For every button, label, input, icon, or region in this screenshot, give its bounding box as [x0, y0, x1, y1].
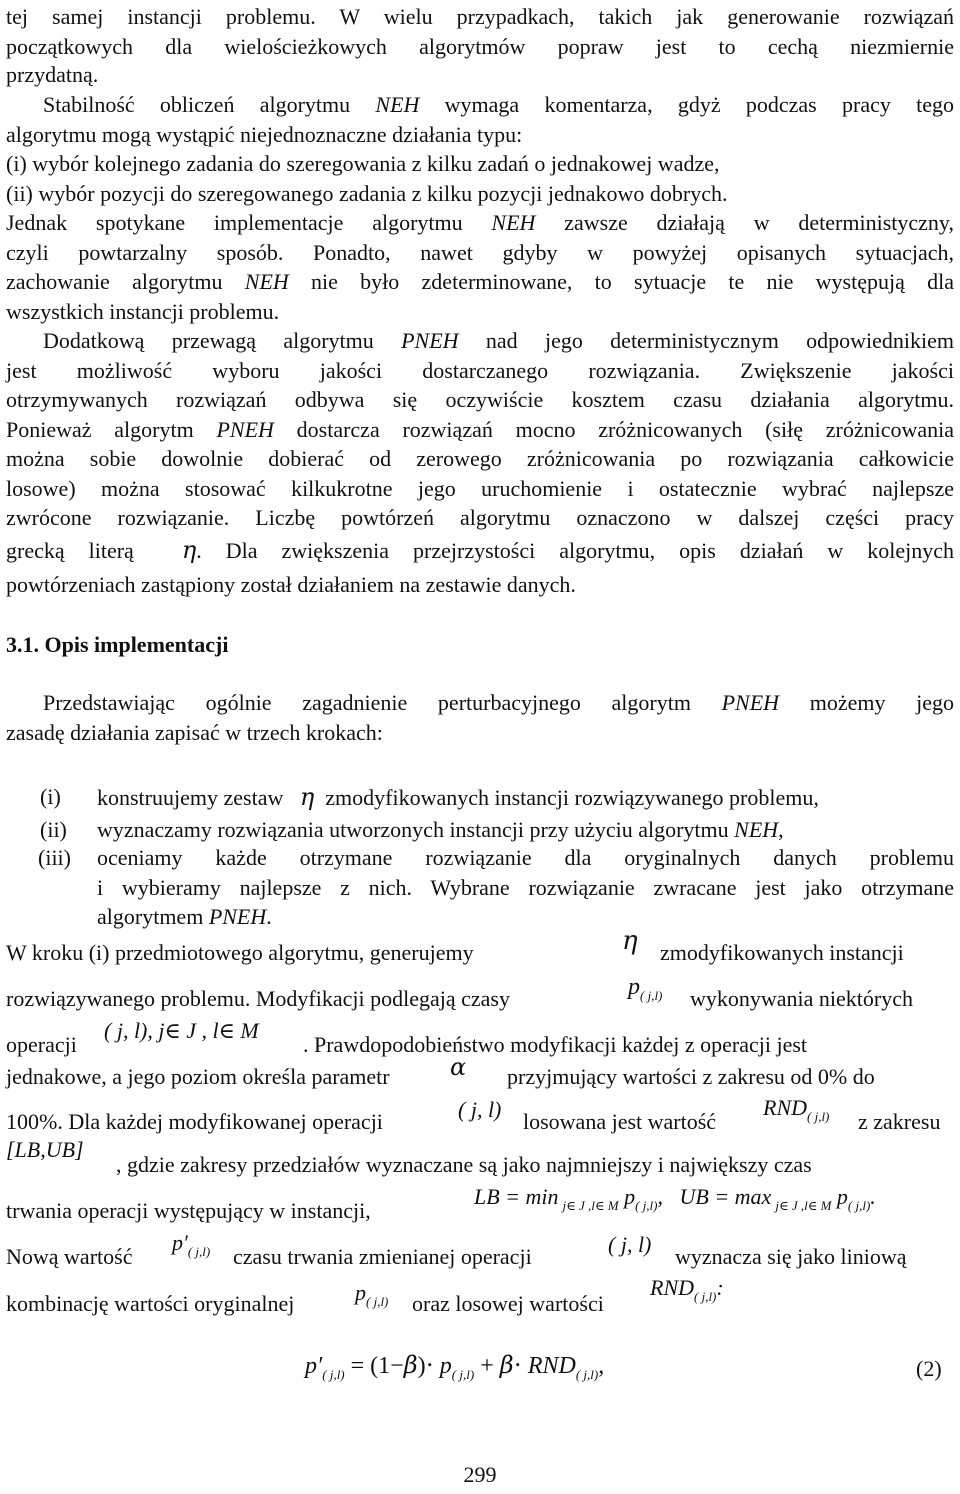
math-text: ⋅	[513, 1353, 522, 1379]
text-span: z zakresu	[858, 1109, 941, 1134]
math-expression: [LB,UB]	[6, 1137, 84, 1162]
math-text: ,	[598, 1353, 605, 1379]
list-item	[0, 845, 960, 935]
text-span: nie było zdeterminowane, to sytuacje te nie występują dla	[288, 269, 954, 294]
text-span: , gdzie zakresy przedziałów wyznaczane są jako najmniejszy i największy czas	[116, 1152, 812, 1177]
math-text: = (1−	[350, 1353, 404, 1379]
text-span: konstruujemy zestaw	[97, 785, 289, 810]
text-span: losowana jest wartość	[523, 1109, 717, 1134]
text-line	[6, 92, 954, 118]
text-line: losowe) można stosować kilkukrotne jego uruchomienie i ostatecznie wybrać najlepsze	[6, 476, 954, 501]
equation-number: (2)	[916, 1356, 942, 1381]
math-subscript: ( j,l)	[640, 988, 663, 1003]
math-text: ,	[657, 1184, 663, 1209]
math-symbol	[763, 1095, 829, 1130]
text-line	[6, 537, 954, 564]
text-span: trwania operacji występujący w instancji,	[6, 1198, 371, 1223]
math-expression: ( j, l)	[608, 1232, 652, 1257]
text-line: można sobie dowolnie dobierać od zerowego zróżnicowania po rozwiązania całkowicie	[6, 446, 954, 471]
equation	[305, 1352, 604, 1388]
math-subscript: ( j,l)	[187, 1244, 211, 1259]
text-span: jednakowe, a jego poziom określa parametr	[6, 1064, 390, 1089]
text-span: ,	[778, 817, 784, 842]
text-span: nad jego deterministycznym odpowiednikiem	[458, 328, 954, 353]
list-item-text	[97, 904, 954, 930]
math-subscript: ( j,l)	[366, 1294, 389, 1309]
text-span: wykonywania niektórych	[690, 986, 913, 1011]
math-subscript: ( j,l)	[322, 1367, 345, 1382]
math-subscript: ( j,l)	[807, 1109, 830, 1124]
math-text: )⋅	[417, 1353, 434, 1379]
list-item-label: (ii)	[40, 817, 67, 842]
algorithm-name: NEH	[375, 92, 420, 117]
algorithm-name: PNEH	[401, 328, 459, 353]
math-expression: ( j, l)	[458, 1097, 502, 1122]
math-var: p′	[305, 1353, 323, 1379]
text-line: tej samej instancji problemu. W wielu przypadkach, takich jak generowanie rozwiązań	[6, 4, 954, 29]
text-line: (ii) wybór pozycji do szeregowanego zadania z kilku pozycji jednakowo dobrych.	[6, 181, 728, 206]
text-span: przyjmujący wartości z zakresu od 0% do	[507, 1064, 875, 1089]
text-line: algorytmu mogą wystąpić niejednoznaczne działania typu:	[6, 122, 523, 147]
text-line	[6, 417, 954, 443]
math-expression: ( j, l), j∈ J , l∈ M	[104, 1018, 259, 1043]
math-var: RND	[650, 1275, 694, 1300]
math-subscript: j∈ J ,l∈ M	[562, 1198, 619, 1213]
text-line: przydatną.	[6, 62, 99, 87]
text-span: W kroku (i) przedmiotowego algorytmu, generujemy	[6, 940, 474, 965]
math-var: p	[439, 1353, 452, 1379]
beta-symbol: β	[403, 1351, 418, 1379]
text-span: zmodyfikowanych instancji	[660, 940, 904, 965]
text-line	[6, 690, 954, 716]
text-span: grecką literą	[6, 538, 134, 563]
text-line	[6, 269, 954, 295]
eta-symbol: η	[622, 926, 638, 956]
text-line: powtórzeniach zastąpiony został działaniem na zestawie danych.	[6, 572, 576, 597]
text-line: jest możliwość wyboru jakości dostarczanego rozwiązania. Zwiększenie jakości	[6, 358, 954, 383]
text-span: czasu trwania zmienianej operacji	[233, 1244, 532, 1269]
math-expression	[474, 1184, 876, 1219]
text-line	[6, 328, 954, 354]
text-span: wyznacza się jako liniową	[675, 1244, 907, 1269]
text-span: Jednak spotykane implementacje algorytmu	[6, 210, 492, 235]
math-var: p′	[172, 1230, 188, 1255]
math-var: p	[624, 1184, 636, 1209]
list-item-text: oceniamy każde otrzymane rozwiązanie dla oryginalnych danych problemu	[97, 845, 954, 870]
text-span: . Dla zwiększenia przejrzystości algorytmu, opis działań w kolejnych	[196, 538, 955, 563]
text-span: Ponieważ algorytm	[6, 417, 217, 442]
list-item-text	[97, 817, 954, 843]
math-symbol	[650, 1275, 724, 1310]
eta-symbol: η	[299, 783, 315, 811]
text-span: Nową wartość	[6, 1244, 133, 1269]
text-span: zmodyfikowanych instancji rozwiązywanego problemu,	[319, 785, 819, 810]
text-line	[6, 210, 954, 236]
text-span: zachowanie algorytmu	[6, 269, 245, 294]
math-var: p	[628, 974, 640, 1000]
text-span: .	[266, 904, 272, 929]
algorithm-name: PNEH	[216, 417, 274, 442]
math-subscript: ( j,l)	[694, 1289, 717, 1304]
text-line: początkowych dla wielościeżkowych algorytmów popraw jest to cechą niezmiernie	[6, 34, 954, 59]
math-text: .	[870, 1184, 876, 1209]
list-item-text: i wybieramy najlepsze z nich. Wybrane rozwiązanie zwracane jest jako otrzymane	[97, 875, 954, 900]
math-subscript: ( j,l)	[847, 1198, 871, 1213]
math-subscript: ( j,l)	[451, 1367, 475, 1382]
text-span: Dodatkową przewagą algorytmu	[43, 328, 402, 353]
page-number: 299	[463, 1462, 497, 1487]
text-span: wyznaczamy rozwiązania utworzonych instancji przy użyciu algorytmu	[97, 817, 735, 842]
math-var: p	[836, 1184, 848, 1209]
text-line: zwrócone rozwiązanie. Liczbę powtórzeń algorytmu oznaczono w dalszej części pracy	[6, 505, 954, 530]
math-subscript: ( j,l)	[575, 1367, 599, 1382]
algorithm-name: NEH	[734, 817, 779, 842]
math-text: :	[716, 1275, 724, 1300]
list-item-text	[97, 784, 954, 811]
algorithm-name: NEH	[491, 210, 536, 235]
text-span: algorytmem	[97, 904, 209, 929]
text-span: operacji	[6, 1032, 77, 1057]
math-var: p	[355, 1280, 366, 1305]
alpha-symbol: α	[450, 1053, 467, 1081]
text-line: czyli powtarzalny sposób. Ponadto, nawet gdyby w powyżej opisanych sytuacjach,	[6, 240, 954, 265]
list-item-label: (iii)	[38, 845, 71, 870]
algorithm-name: PNEH	[721, 690, 780, 715]
math-symbol	[172, 1230, 210, 1265]
text-span: kombinację wartości oryginalnej	[6, 1291, 295, 1316]
section-heading: 3.1. Opis implementacji	[6, 632, 229, 657]
text-span: Przedstawiając ogólnie zagadnienie perturbacyjnego algorytm	[43, 690, 722, 715]
list-item-label: (i)	[40, 784, 61, 809]
text-span: rozwiązywanego problemu. Modyfikacji podlegają czasy	[6, 986, 510, 1011]
text-line: zasadę działania zapisać w trzech krokach:	[6, 720, 383, 745]
text-line: (i) wybór kolejnego zadania do szeregowania z kilku zadań o jednakowej wadze,	[6, 151, 720, 176]
math-text: LB = min	[474, 1184, 559, 1209]
beta-symbol: β	[499, 1351, 514, 1379]
math-subscript: ( j,l)	[635, 1198, 658, 1213]
math-var: RND	[763, 1095, 807, 1120]
math-text: +	[480, 1353, 494, 1379]
text-line: otrzymywanych rozwiązań odbywa się oczywiście kosztem czasu działania algorytmu.	[6, 387, 954, 412]
text-line: wszystkich instancji problemu.	[6, 299, 280, 324]
math-subscript: j∈ J ,l∈ M	[775, 1198, 832, 1213]
text-span: dostarcza rozwiązań mocno zróżnicowanych (siłę zróżnicowania	[273, 417, 954, 442]
eta-symbol: η	[181, 536, 197, 564]
algorithm-name: NEH	[244, 269, 289, 294]
text-span: możemy jego	[779, 690, 954, 715]
algorithm-name: PNEH	[208, 904, 267, 929]
text-span: oraz losowej wartości	[412, 1291, 604, 1316]
text-span: Stabilność obliczeń algorytmu	[43, 92, 376, 117]
math-text: UB = max	[679, 1184, 772, 1209]
math-symbol	[628, 974, 662, 1009]
text-span: zawsze działają w deterministyczny,	[535, 210, 954, 235]
text-span: . Prawdopodobieństwo modyfikacji każdej z operacji jest	[303, 1032, 808, 1057]
math-var: RND	[527, 1353, 576, 1379]
text-span: wymaga komentarza, gdyż podczas pracy tego	[419, 92, 954, 117]
math-symbol	[355, 1280, 388, 1315]
text-span: 100%. Dla każdej modyfikowanej operacji	[6, 1109, 383, 1134]
